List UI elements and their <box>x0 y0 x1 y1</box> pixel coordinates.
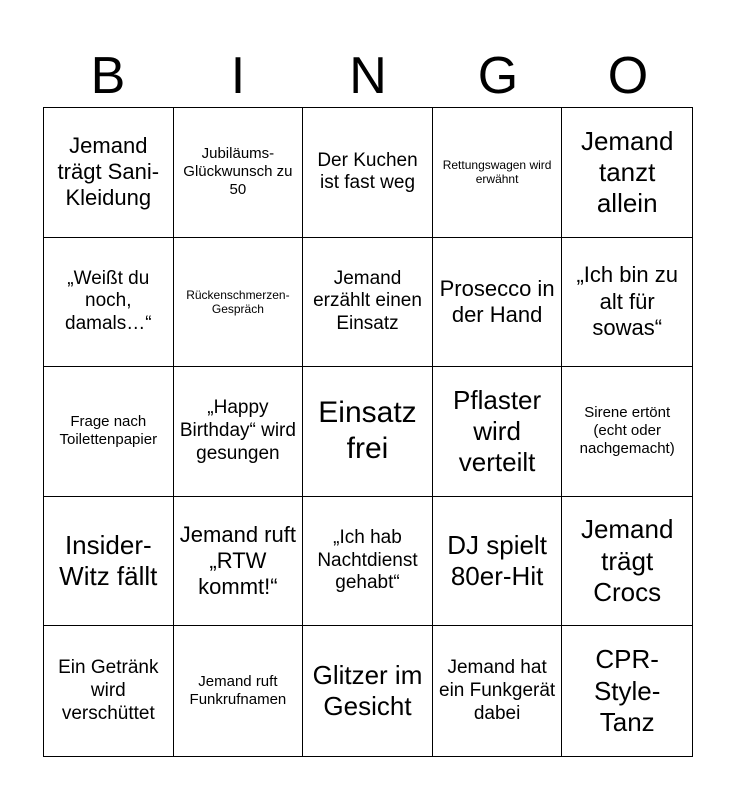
bingo-header <box>43 44 693 108</box>
cell-text: Jemand tanzt allein <box>580 125 674 218</box>
bingo-cell[interactable] <box>433 626 563 756</box>
cell-text: Jemand trägt Sani-Kleidung <box>57 132 160 211</box>
cell-text: Rettungswagen wird erwähnt <box>442 157 552 187</box>
cell-text: Pflaster wird verteilt <box>453 384 542 478</box>
cell-text: „Weißt du noch, damals…“ <box>65 267 152 335</box>
cell-text: Frage nach Toilettenpapier <box>59 413 158 449</box>
header-letter-o: O <box>607 47 649 105</box>
bingo-cell[interactable] <box>433 108 563 238</box>
bingo-cell[interactable] <box>174 367 304 497</box>
bingo-cell[interactable] <box>562 497 692 627</box>
cell-text: Jemand hat ein Funkgerät dabei <box>439 657 556 724</box>
bingo-cell[interactable] <box>44 497 174 627</box>
header-letter-b: B <box>90 47 126 105</box>
bingo-cell[interactable] <box>174 108 304 238</box>
cell-text: Jemand ruft „RTW kommt!“ <box>179 521 296 600</box>
bingo-cell[interactable] <box>562 626 692 756</box>
bingo-cell[interactable] <box>174 238 304 368</box>
cell-text: Jubiläums-Glückwunsch zu 50 <box>183 145 293 199</box>
cell-text: DJ spielt 80er-Hit <box>447 529 547 592</box>
cell-text: Insider-Witz fällt <box>59 529 158 592</box>
cell-text: Jemand erzählt einen Einsatz <box>313 267 422 335</box>
cell-text: Einsatz frei <box>318 396 417 466</box>
bingo-cell[interactable] <box>433 497 563 627</box>
cell-text: Glitzer im Gesicht <box>312 660 423 722</box>
cell-text: Prosecco in der Hand <box>439 275 555 327</box>
cell-text: Jemand trägt Crocs <box>580 514 674 607</box>
bingo-cell[interactable] <box>44 626 174 756</box>
cell-text: CPR-Style-Tanz <box>593 644 661 737</box>
header-letter-n: N <box>349 47 387 105</box>
cell-text: Ein Getränk wird verschüttet <box>58 657 159 724</box>
bingo-cell[interactable] <box>562 367 692 497</box>
bingo-cell[interactable] <box>433 238 563 368</box>
bingo-cell[interactable] <box>44 108 174 238</box>
bingo-cell[interactable] <box>303 497 433 627</box>
bingo-cell[interactable] <box>44 238 174 368</box>
cell-text: Der Kuchen ist fast weg <box>317 149 418 194</box>
cell-text: „Happy Birthday“ wird gesungen <box>179 397 296 464</box>
bingo-cell[interactable] <box>303 626 433 756</box>
bingo-cell[interactable] <box>562 238 692 368</box>
bingo-cell[interactable] <box>44 367 174 497</box>
header-letter-g: G <box>477 47 519 105</box>
bingo-cell[interactable] <box>174 626 304 756</box>
cell-text: Sirene ertönt (echt oder nachgemacht) <box>579 404 675 458</box>
cell-text: Jemand ruft Funkrufnamen <box>189 673 287 709</box>
free-space-cell[interactable] <box>303 367 433 497</box>
bingo-cell[interactable] <box>303 108 433 238</box>
header-letter-i: I <box>230 47 246 105</box>
bingo-cell[interactable] <box>433 367 563 497</box>
bingo-cell[interactable] <box>174 497 304 627</box>
bingo-board <box>43 107 693 757</box>
cell-text: „Ich bin zu alt für sowas“ <box>576 262 678 341</box>
cell-text: „Ich hab Nachtdienst gehabt“ <box>317 526 418 594</box>
bingo-cell[interactable] <box>303 238 433 368</box>
bingo-cell[interactable] <box>562 108 692 238</box>
cell-text: Rückenschmerzen-Gespräch <box>186 287 290 316</box>
